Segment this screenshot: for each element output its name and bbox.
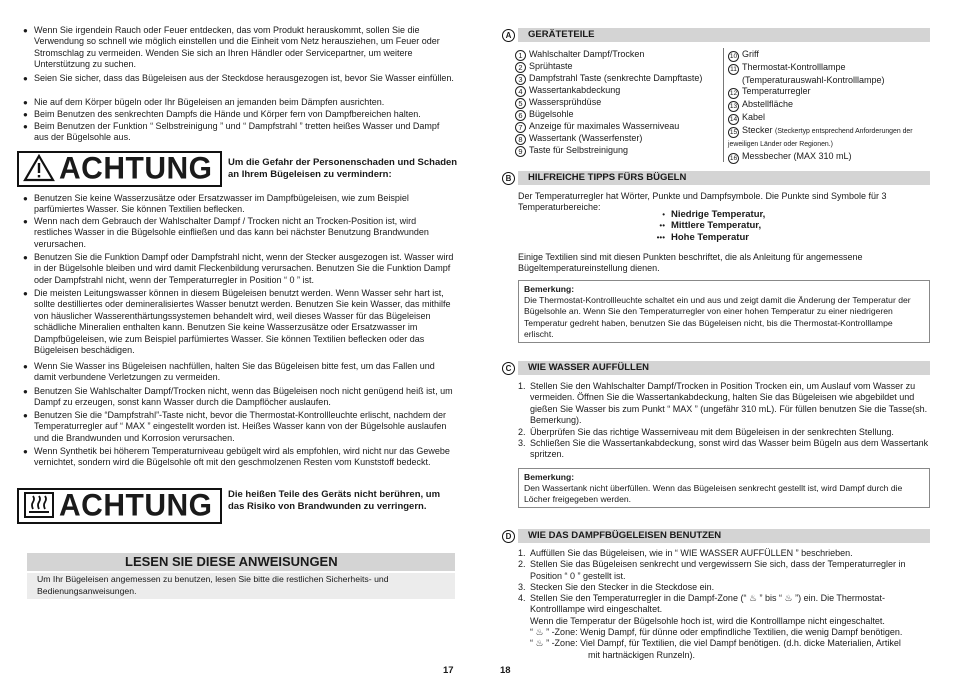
bullet-item: ● Die meisten Leitungswasser können in diesem Bügeleisen benutzt werden. Wenn Wasser sehr hart ist, sollte destilliertes oder demineralisiertes Wasser benutzt werden. Benutzen Sie kein Wasser, das mithilfe von häuslicher Wasserenthärtungssystemen behandelt wird, weil dieses Wasser für das Bügeleisen schädliche Mineralien enthalten kann. Benutzen Sie keine Wasserzusätze oder Ersatzwasser im Dampfbügeleisen, wie zum Beispiel parfümiertes Wasser. Sie können Textilien beflecken oder das Bügeleisen beschädigen.	[23, 288, 451, 356]
part-item: 11 Thermostat-Kontrolllampe	[728, 62, 943, 75]
note-title: Bemerkung:	[524, 284, 575, 294]
note-body: Den Wassertank nicht überfüllen. Wenn das Bügeleisen senkrecht gestellt ist, wird Dampf durch die Löcher freigegeben werden.	[524, 483, 903, 505]
note-title: Bemerkung:	[524, 472, 575, 482]
bullet-item: ● Benutzen Sie Wahlschalter Dampf/Trocken nicht, wenn das Bügeleisen noch nicht genügend heiß ist, um Dampf zu erzeugen, sonst kann Wasser durch die Dampflöcher auslaufen.	[23, 386, 453, 408]
page-number: 18	[500, 665, 511, 676]
bullet-item: ● Beim Benutzen des senkrechten Dampfs die Hände und Körper fern von Dampfbereichen halten.	[23, 109, 421, 119]
warning-text: Die heißen Teile des Geräts nicht berühren, um das Risiko von Brandwunden zu verringern.	[228, 489, 441, 512]
bullet-item: ● Benutzen Sie keine Wasserzusätze oder Ersatzwasser im Dampfbügeleisen, wie zum Beispiel parfümiertes Wasser. Sie können Textilien beflecken.	[23, 193, 409, 215]
step-item: 2. Überprüfen Sie das richtige Wasserniveau mit dem Bügeleisen in der senkrechten Stellung.	[518, 426, 894, 437]
section-letter-a: A	[502, 29, 515, 42]
part-item: 4 Wassertankabdeckung	[515, 85, 723, 97]
section-letter-c: C	[502, 362, 515, 375]
part-item: 14 Kabel	[729, 112, 766, 124]
temperature-item: ••• Hohe Temperatur	[656, 231, 749, 243]
warning-title: ACHTUNG	[59, 488, 213, 524]
temperature-item: • Niedrige Temperatur,	[662, 209, 766, 220]
right-page	[477, 0, 954, 690]
section-letter-b: B	[502, 172, 515, 185]
part-item: 10 Griff	[729, 49, 759, 60]
bullet-item: ● Beim Benutzen der Funktion “ Selbstreinigung ” und “ Dampfstrahl ” tretten heißes Wasser und Dampf aus der Bügelsohle aus.	[23, 121, 440, 143]
section-letter-d: D	[502, 530, 515, 543]
step-item: 2. Stellen Sie das Bügeleisen senkrecht und vergewissern Sie sich, dass der Temperaturregler in Position “ 0 ” gestellt ist.	[518, 559, 906, 581]
paragraph: Der Temperaturregler hat Wörter, Punkte und Dampfsymbole. Die Punkte sind Symbole für 3 Temperaturbereiche:	[518, 191, 887, 213]
warning-box	[17, 488, 222, 524]
step-item: 1. Auffüllen Sie das Bügeleisen, wie in “ WIE WASSER AUFFÜLLEN ” beschrieben.	[518, 548, 853, 558]
section-heading: HILFREICHE TIPPS FÜRS BÜGELN	[518, 171, 930, 185]
hot-surface-icon	[23, 491, 55, 521]
part-item: 5 Wassersprühdüse	[515, 97, 723, 109]
note-body: Die Thermostat-Kontrollleuchte schaltet ein und aus und zeigt damit die Änderung der Temperatur der Bügelsohle an. Wenn Sie den Temperaturregler von einer hohen Temperatur zu einer niedrigeren Temperatur gedreht haben, benutzen Sie das Bügeleisen nicht, bis die Thermostat-Kontrolllampe erlischt.	[524, 295, 911, 339]
part-item: 6 Bügelsohle	[515, 109, 723, 121]
step-item: 4. Stellen Sie den Temperaturregler in die Dampf-Zone (“ ♨ ” bis “ ♨ ”) ein. Die Thermostat-Kontrolllampe wird eingeschaltet.	[518, 593, 885, 615]
step-detail: “ ♨ ” -Zone: Wenig Dampf, für dünne oder empfindliche Textilien, die wenig Dampf benötigen.	[530, 627, 903, 638]
step-item: 3. Schließen Sie die Wassertankabdeckung, sonst wird das Wasser beim Bügeln aus dem Wassertank spritzen.	[518, 438, 929, 460]
step-item: 1. Stellen Sie den Wahlschalter Dampf/Trocken in Position Trocken ein, um Auslauf vom Wasser zu vermeiden. Öffnen Sie die Wassertankabdeckung, halten Sie das Bügeleisen wie abgebildet und gießen Sie Wasser bis zum Punkt “ MAX ” (ungefähr 310 mL). Für füllen benutzen Sie die Tasse(sh. Bemerkung).	[518, 381, 928, 426]
section-heading: WIE WASSER AUFFÜLLEN	[518, 361, 930, 375]
warning-triangle-icon	[23, 154, 55, 184]
note-box	[518, 280, 930, 343]
part-item: 12 Temperaturregler	[729, 86, 811, 98]
bullet-item: ● Wenn Sie irgendein Rauch oder Feuer entdecken, das vom Produkt herauskommt, sollen Sie die Verwendung so schnell wie möglich einstellen und die Einheit vom Netz herausziehen, um Feuer oder Stromschlag zu vermeiden. Wenden Sie sich an Ihren Händler oder Servicepartner, um weitere Unterstützung zu suchen.	[23, 25, 440, 70]
part-item: 3 Dampfstrahl Taste (senkrechte Dampftaste)	[515, 73, 723, 85]
parts-list-left	[515, 49, 723, 157]
step-item: 3. Stecken Sie den Stecker in die Steckdose ein.	[518, 581, 715, 592]
part-item: 2 Sprühtaste	[515, 61, 723, 73]
temperature-item: •• Mittlere Temperatur,	[659, 220, 762, 232]
bullet-item: ● Wenn Sie Wasser ins Bügeleisen nachfüllen, halten Sie das Bügeleisen bitte fest, um das Fallen und damit verbundene Verletzungen zu vermeiden.	[23, 361, 435, 383]
step-detail: mit hartnäckigen Runzeln).	[588, 649, 696, 660]
part-item-detail: (Temperaturauswahl-Kontrolllampe)	[742, 75, 885, 85]
part-item: 15 Stecker (Steckertyp entsprechend Anforderungen der jeweiligen Länder oder Regionen.)	[728, 125, 913, 149]
part-item: 13 Abstellfläche	[729, 99, 794, 111]
bullet-item: ● Wenn Synthetik bei höherem Temperaturniveau gebügelt wird als empfohlen, wird nicht nur das Gewebe vernichtet, sondern wird die Bügelsohle oft mit den geschmolzenen Resten vom Kunststoff bedeckt.	[23, 446, 450, 468]
warning-box	[17, 151, 222, 187]
step-detail: Wenn die Temperatur der Bügelsohle hoch ist, wird die Kontrolllampe nicht eingeschaltet.	[530, 615, 885, 626]
part-item: 7 Anzeige für maximales Wasserniveau	[515, 121, 723, 133]
part-item: 9 Taste für Selbstreinigung	[515, 145, 723, 157]
column-divider	[723, 48, 724, 162]
bullet-item: ● Seien Sie sicher, dass das Bügeleisen aus der Steckdose herausgezogen ist, bevor Sie Wasser einfüllen.	[23, 73, 454, 83]
step-detail: “ ♨ ” -Zone: Viel Dampf, für Textilien, die viel Dampf benötigen. (d.h. dicke Materialien, Artikel	[530, 638, 901, 649]
part-item: 8 Wassertank (Wasserfenster)	[515, 133, 723, 145]
section-heading: LESEN SIE DIESE ANWEISUNGEN	[27, 553, 455, 571]
steps-list	[518, 381, 932, 461]
bullet-item: ● Benutzen Sie die “Dampfstrahl”-Taste nicht, bevor die Thermostat-Kontrollleuchte erlischt, nachdem der Temperaturregler auf “ MAX ” eingestellt worden ist. Heißes Wasser kann von der Bügelsohle auslaufen und die Brandwunden und Korrosion verursachen.	[23, 410, 447, 443]
bullet-item: ● Wenn nach dem Gebrauch der Wahlschalter Dampf / Trocken nicht an Trocken-Position ist, wird restliches Wasser in die Bügelsohle einfließen und das kann bei nächster Benutzung Brandwunden verursachen.	[23, 216, 429, 249]
paragraph: Einige Textilien sind mit diesen Punkten beschriftet, die als Anleitung für angemessene Bügeltemperatureinstellung dienen.	[518, 252, 863, 274]
section-heading: WIE DAS DAMPFBÜGELEISEN BENUTZEN	[518, 529, 930, 543]
section-heading: GERÄTETEILE	[518, 28, 930, 42]
steps-list	[518, 548, 932, 661]
section-body: Um Ihr Bügeleisen angemessen zu benutzen, lesen Sie bitte die restlichen Sicherheits- und Bedienungsanweisungen.	[27, 573, 455, 599]
bullet-item: ● Benutzen Sie die Funktion Dampf oder Dampfstrahl nicht, wenn der Stecker ausgezogen ist. Wasser wird in der Bügelsohle bleiben und wird damit Fleckenbildung verursachen. Benutzen Sie die Funktion Dampf oder Dampfstrahl nicht, wenn der Temperaturregler in Position “ 0 ” ist.	[23, 252, 454, 285]
warning-text: Um die Gefahr der Personenschaden und Schaden an Ihrem Bügeleisen zu vermindern:	[228, 157, 458, 180]
page-number: 17	[443, 665, 454, 676]
parts-list-right	[728, 49, 943, 164]
part-item: 16 Messbecher (MAX 310 mL)	[729, 150, 852, 162]
part-item: 1 Wahlschalter Dampf/Trocken	[515, 49, 723, 61]
note-box	[518, 468, 930, 508]
warning-title: ACHTUNG	[59, 151, 213, 187]
temperature-list	[645, 209, 845, 243]
bullet-item: ● Nie auf dem Körper bügeln oder Ihr Bügeleisen an jemanden beim Dämpfen ausrichten.	[23, 97, 385, 107]
